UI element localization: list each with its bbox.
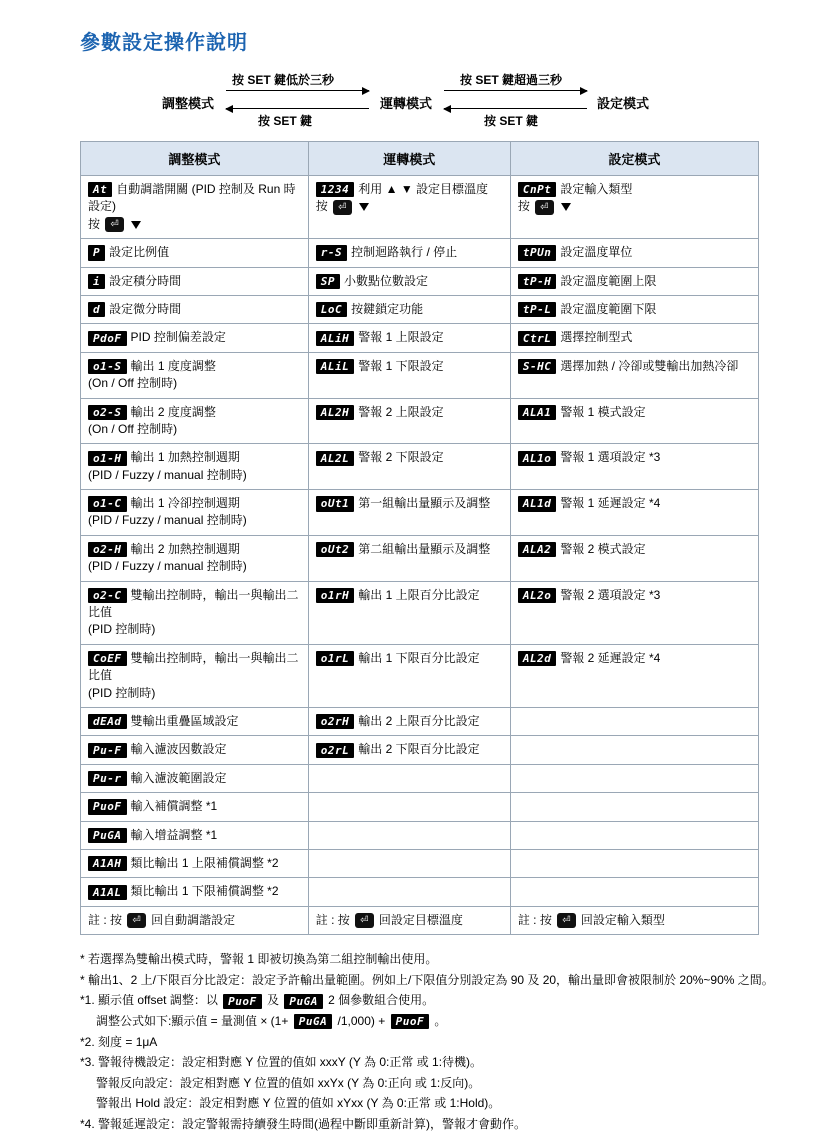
table-cell-adjust xyxy=(81,707,309,735)
parameter-description: 設定輸入類型 xyxy=(560,182,633,196)
table-header-row xyxy=(81,142,759,176)
column-header-setting: 設定模式 xyxy=(510,142,758,176)
parameter-code: o2rH xyxy=(316,714,355,729)
parameter-code: AL2H xyxy=(316,405,355,420)
down-arrow-icon xyxy=(561,203,571,211)
footnote-line: *3. 警報待機設定：設定相對應 Y 位置的值如 xxxY (Y 為 0:正常 或 1:待機)。 xyxy=(80,1055,483,1070)
table-row xyxy=(81,581,759,644)
table-cell-adjust xyxy=(81,878,309,906)
flow-label-run: 運轉模式 xyxy=(380,96,433,111)
parameter-code: oUt2 xyxy=(316,542,355,557)
flow-label-setting: 設定模式 xyxy=(597,96,650,111)
parameter-description: 第二組輸出量顯示及調整 xyxy=(358,541,491,556)
parameter-code: o1-H xyxy=(88,451,127,466)
table-cell-run xyxy=(308,444,510,490)
parameter-code: o1-S xyxy=(88,359,127,374)
set-key-icon: ⏎ xyxy=(105,217,123,232)
column-header-run: 運轉模式 xyxy=(308,142,510,176)
footnote-line: * 輸出1、2 上/下限百分比設定：設定予許輸出量範圍。例如上/下限值分別設定為 90 及 20，輸出量即會被限制於 20%~90% 之間。 xyxy=(80,972,774,987)
parameter-description: 輸出 1 加熱控制週期 xyxy=(130,450,240,465)
parameter-description: 警報 2 下限設定 xyxy=(358,450,444,465)
table-cell-setting xyxy=(510,490,758,536)
parameter-code: PdoF xyxy=(88,331,127,346)
table-cell-empty xyxy=(510,878,758,906)
parameter-code: ALA2 xyxy=(518,542,557,557)
parameter-description: 警報 2 模式設定 xyxy=(560,541,646,556)
table-cell-setting xyxy=(510,398,758,444)
table-cell-adjust xyxy=(81,239,309,267)
footnote-line: *4. 警報延遲設定：設定警報需持續發生時間(過程中斷即重新計算)，警報才會動作。 xyxy=(80,1117,527,1132)
parameter-description: 輸出 1 下限百分比設定 xyxy=(358,650,480,665)
parameter-description: 設定溫度單位 xyxy=(560,245,633,260)
down-arrow-icon xyxy=(359,203,369,211)
parameter-code: o2rL xyxy=(316,743,355,758)
footnote-line: 調整公式如下:顯示值 = 量測值 × (1+ PuGA /1,000) + PuoF 。 xyxy=(96,1013,447,1029)
table-cell-empty xyxy=(510,849,758,877)
table-row xyxy=(81,324,759,352)
table-row xyxy=(81,267,759,295)
flow-caption-bottom-left: 按 SET 鍵 xyxy=(258,114,313,128)
table-cell-setting xyxy=(510,352,758,398)
table-cell-empty xyxy=(308,764,510,792)
table-cell-run: 1234 利用 ▲ ▼ 設定目標溫度 按 ⏎ xyxy=(308,176,510,239)
set-key-icon: ⏎ xyxy=(557,913,575,928)
footnote-line: *2. 刻度 = 1μA xyxy=(80,1034,158,1049)
table-row xyxy=(81,736,759,764)
table-cell-setting xyxy=(510,295,758,323)
parameter-code: ALA1 xyxy=(518,405,557,420)
parameter-code: PuoF xyxy=(88,799,127,814)
parameter-description: 輸出 2 上限百分比設定 xyxy=(358,713,480,728)
parameter-code: AL1d xyxy=(518,496,557,511)
parameter-code: A1AH xyxy=(88,856,127,871)
table-cell-empty xyxy=(510,793,758,821)
table-cell-adjust xyxy=(81,324,309,352)
table-footer-setting xyxy=(510,906,758,934)
table-row xyxy=(81,878,759,906)
table-cell-adjust xyxy=(81,295,309,323)
set-key-icon: ⏎ xyxy=(333,200,351,215)
parameter-description: 設定積分時間 xyxy=(109,273,182,288)
table-row xyxy=(81,444,759,490)
parameter-code: PuoF xyxy=(391,1014,430,1029)
table-row xyxy=(81,764,759,792)
table-cell-adjust xyxy=(81,821,309,849)
table-cell-setting xyxy=(510,324,758,352)
parameter-description: 輸入濾波範圍設定 xyxy=(130,770,227,785)
parameter-code: PuGA xyxy=(88,828,127,843)
table-footer-run xyxy=(308,906,510,934)
parameter-note: (On / Off 控制時) xyxy=(88,376,178,391)
table-footer-adjust xyxy=(81,906,309,934)
parameter-description: 選擇加熱 / 冷卻或雙輸出加熱冷卻 xyxy=(560,358,739,373)
parameter-code: SP xyxy=(316,274,340,289)
parameter-note: (PID / Fuzzy / manual 控制時) xyxy=(88,559,247,574)
parameter-note: (On / Off 控制時) xyxy=(88,421,178,436)
parameter-description: 設定比例值 xyxy=(109,245,170,260)
table-row xyxy=(81,535,759,581)
table-cell-run xyxy=(308,352,510,398)
table-row xyxy=(81,239,759,267)
footer-text: 回設定輸入類型 xyxy=(580,912,665,927)
table-cell-run xyxy=(308,736,510,764)
parameter-code: AL2d xyxy=(518,651,557,666)
table-cell-adjust xyxy=(81,398,309,444)
parameter-code: PuoF xyxy=(223,994,262,1009)
parameter-code: S-HC xyxy=(518,359,557,374)
table-row xyxy=(81,793,759,821)
table-row xyxy=(81,295,759,323)
parameter-description: 警報 2 選項設定 *3 xyxy=(560,587,661,602)
parameter-description: 警報 1 上限設定 xyxy=(358,330,444,345)
parameter-code: ALiH xyxy=(316,331,355,346)
table-cell-setting xyxy=(510,581,758,644)
table-row xyxy=(81,176,759,239)
parameter-code: PuGA xyxy=(294,1014,333,1029)
column-header-adjust: 調整模式 xyxy=(81,142,309,176)
parameter-code: LoC xyxy=(316,302,347,317)
parameter-description: 小數點位數設定 xyxy=(344,273,429,288)
parameter-description: 輸入增益調整 *1 xyxy=(130,827,218,842)
parameter-note: (PID / Fuzzy / manual 控制時) xyxy=(88,513,247,528)
parameter-description: 警報 1 模式設定 xyxy=(560,404,646,419)
table-cell-run xyxy=(308,267,510,295)
parameter-description: 警報 2 延遲設定 *4 xyxy=(560,650,661,665)
set-key-icon: ⏎ xyxy=(127,913,145,928)
parameter-description: 輸出 1 上限百分比設定 xyxy=(358,587,480,602)
parameter-description: 設定溫度範圍下限 xyxy=(560,301,657,316)
parameter-code: o2-S xyxy=(88,405,127,420)
table-cell-adjust xyxy=(81,644,309,707)
parameter-description: PID 控制偏差設定 xyxy=(130,330,226,345)
table-body xyxy=(81,176,759,935)
flow-caption-top-right: 按 SET 鍵超過三秒 xyxy=(460,73,563,87)
table-cell-run xyxy=(308,644,510,707)
parameter-table xyxy=(80,141,759,935)
parameter-code: At xyxy=(88,182,112,197)
table-row xyxy=(81,707,759,735)
footnote-line: 警報出 Hold 設定：設定相對應 Y 位置的值如 xYxx (Y 為 0:正常 或 1:Hold)。 xyxy=(96,1096,501,1111)
table-cell-adjust xyxy=(81,793,309,821)
down-arrow-icon xyxy=(131,221,141,229)
footnote-line: *1. 顯示值 offset 調整：以 PuoF 及 PuGA 2 個參數組合使用。 xyxy=(80,993,435,1008)
parameter-code: i xyxy=(88,274,105,289)
parameter-code: tPUn xyxy=(518,245,557,260)
parameter-code: ALiL xyxy=(316,359,355,374)
parameter-description: 警報 1 延遲設定 *4 xyxy=(560,496,661,511)
table-cell-run xyxy=(308,707,510,735)
parameter-code: CtrL xyxy=(518,331,557,346)
table-row xyxy=(81,821,759,849)
arrow-run-to-setting xyxy=(444,90,587,91)
table-cell-empty xyxy=(308,793,510,821)
parameter-description: 選擇控制型式 xyxy=(560,330,633,345)
table-cell-run xyxy=(308,398,510,444)
footer-text: 回設定目標溫度 xyxy=(378,912,463,927)
table-cell-adjust xyxy=(81,764,309,792)
table-row xyxy=(81,398,759,444)
flow-caption-bottom-right: 按 SET 鍵 xyxy=(484,114,539,128)
parameter-description: 利用 ▲ ▼ 設定目標溫度 xyxy=(358,182,489,196)
parameter-code: CoEF xyxy=(88,651,127,666)
table-row xyxy=(81,490,759,536)
parameter-code: o1rH xyxy=(316,588,355,603)
table-cell-empty xyxy=(308,821,510,849)
parameter-code: CnPt xyxy=(518,182,557,197)
parameter-code: Pu-F xyxy=(88,743,127,758)
parameter-description: 輸入補償調整 *1 xyxy=(130,799,218,814)
parameter-description: 控制迴路執行 / 停止 xyxy=(351,245,458,260)
parameter-description: 自動調諧開關 (PID 控制及 Run 時設定) xyxy=(88,182,296,214)
parameter-code: PuGA xyxy=(284,994,323,1009)
parameter-description: 類比輸出 1 下限補償調整 *2 xyxy=(130,884,279,899)
table-cell-run xyxy=(308,490,510,536)
table-cell-empty xyxy=(308,849,510,877)
flow-caption-top-left: 按 SET 鍵低於三秒 xyxy=(232,73,335,87)
parameter-description: 輸入濾波因數設定 xyxy=(130,742,227,757)
table-footer-row xyxy=(81,906,759,934)
footer-text: 回自動調諧設定 xyxy=(151,912,236,927)
parameter-note: (PID 控制時) xyxy=(88,685,156,700)
arrow-setting-to-run xyxy=(444,108,587,109)
parameter-code: r-S xyxy=(316,245,347,260)
parameter-code: P xyxy=(88,245,105,260)
parameter-code: AL2L xyxy=(316,451,355,466)
parameter-code: tP-H xyxy=(518,274,557,289)
page-title: 參數設定操作說明 xyxy=(80,32,248,54)
table-cell-run xyxy=(308,324,510,352)
parameter-description: 按鍵鎖定功能 xyxy=(351,301,424,316)
parameter-description: 輸出 2 下限百分比設定 xyxy=(358,742,480,757)
parameter-description: 輸出 2 加熱控制週期 xyxy=(130,541,240,556)
table-cell-setting xyxy=(510,267,758,295)
table-row xyxy=(81,352,759,398)
footnote-line: 警報反向設定：設定相對應 Y 位置的值如 xxYx (Y 為 0:正向 或 1:反向)。 xyxy=(96,1075,481,1090)
parameter-code: o2-H xyxy=(88,542,127,557)
table-row xyxy=(81,849,759,877)
table-cell-run xyxy=(308,535,510,581)
parameter-description: 設定微分時間 xyxy=(109,301,182,316)
footnotes xyxy=(80,949,774,1135)
parameter-description: 警報 1 下限設定 xyxy=(358,358,444,373)
parameter-description: 輸出 1 冷卻控制週期 xyxy=(130,496,240,511)
parameter-code: o2-C xyxy=(88,588,127,603)
parameter-code: A1AL xyxy=(88,885,127,900)
mode-flow-diagram xyxy=(80,71,759,133)
table-cell-adjust: At 自動調諧開關 (PID 控制及 Run 時設定) 按 ⏎ xyxy=(81,176,309,239)
table-cell-adjust xyxy=(81,581,309,644)
parameter-code: o1-C xyxy=(88,496,127,511)
parameter-description: 警報 2 上限設定 xyxy=(358,404,444,419)
table-cell-setting xyxy=(510,444,758,490)
parameter-description: 類比輸出 1 上限補償調整 *2 xyxy=(130,855,279,870)
table-cell-empty xyxy=(510,707,758,735)
footnote-line: * 若選擇為雙輸出模式時，警報 1 即被切換為第二組控制輸出使用。 xyxy=(80,952,438,967)
set-key-icon: ⏎ xyxy=(355,913,373,928)
table-cell-adjust xyxy=(81,535,309,581)
table-cell-empty xyxy=(510,764,758,792)
parameter-code: 1234 xyxy=(316,182,355,197)
table-cell-adjust xyxy=(81,352,309,398)
parameter-description: 警報 1 選項設定 *3 xyxy=(560,450,661,465)
footer-prefix: 註 : 按 xyxy=(315,912,350,927)
parameter-code: o1rL xyxy=(316,651,355,666)
parameter-code: AL1o xyxy=(518,451,557,466)
parameter-note: (PID 控制時) xyxy=(88,622,156,637)
parameter-code: d xyxy=(88,302,105,317)
table-cell-setting xyxy=(510,644,758,707)
table-cell-setting: CnPt 設定輸入類型 按 ⏎ xyxy=(510,176,758,239)
parameter-description: 雙輸出控制時，輸出一與輸出二比值 xyxy=(88,587,299,620)
table-cell-setting xyxy=(510,239,758,267)
table-cell-run xyxy=(308,581,510,644)
flow-label-adjust: 調整模式 xyxy=(162,96,215,111)
arrow-adjust-to-run xyxy=(226,90,369,91)
parameter-code: tP-L xyxy=(518,302,557,317)
parameter-description: 雙輸出重疊區域設定 xyxy=(130,713,239,728)
parameter-description: 第一組輸出量顯示及調整 xyxy=(358,496,491,511)
parameter-note: (PID / Fuzzy / manual 控制時) xyxy=(88,467,247,482)
table-cell-adjust xyxy=(81,267,309,295)
parameter-code: oUt1 xyxy=(316,496,355,511)
table-cell-run xyxy=(308,295,510,323)
table-cell-empty xyxy=(308,878,510,906)
table-cell-run xyxy=(308,239,510,267)
parameter-description: 輸出 1 度度調整 xyxy=(130,358,216,373)
table-cell-adjust xyxy=(81,849,309,877)
table-cell-empty xyxy=(510,736,758,764)
table-row xyxy=(81,644,759,707)
arrow-run-to-adjust xyxy=(226,108,369,109)
parameter-code: dEAd xyxy=(88,714,127,729)
set-key-icon: ⏎ xyxy=(535,200,553,215)
parameter-code: AL2o xyxy=(518,588,557,603)
table-cell-empty xyxy=(510,821,758,849)
parameter-code: Pu-r xyxy=(88,771,127,786)
table-cell-setting xyxy=(510,535,758,581)
parameter-description: 輸出 2 度度調整 xyxy=(130,404,216,419)
table-cell-adjust xyxy=(81,490,309,536)
footer-prefix: 註 : 按 xyxy=(88,912,123,927)
table-cell-adjust xyxy=(81,444,309,490)
parameter-description: 設定溫度範圍上限 xyxy=(560,273,657,288)
parameter-description: 雙輸出控制時，輸出一與輸出二比值 xyxy=(88,650,299,683)
footer-prefix: 註 : 按 xyxy=(517,912,552,927)
table-cell-adjust xyxy=(81,736,309,764)
